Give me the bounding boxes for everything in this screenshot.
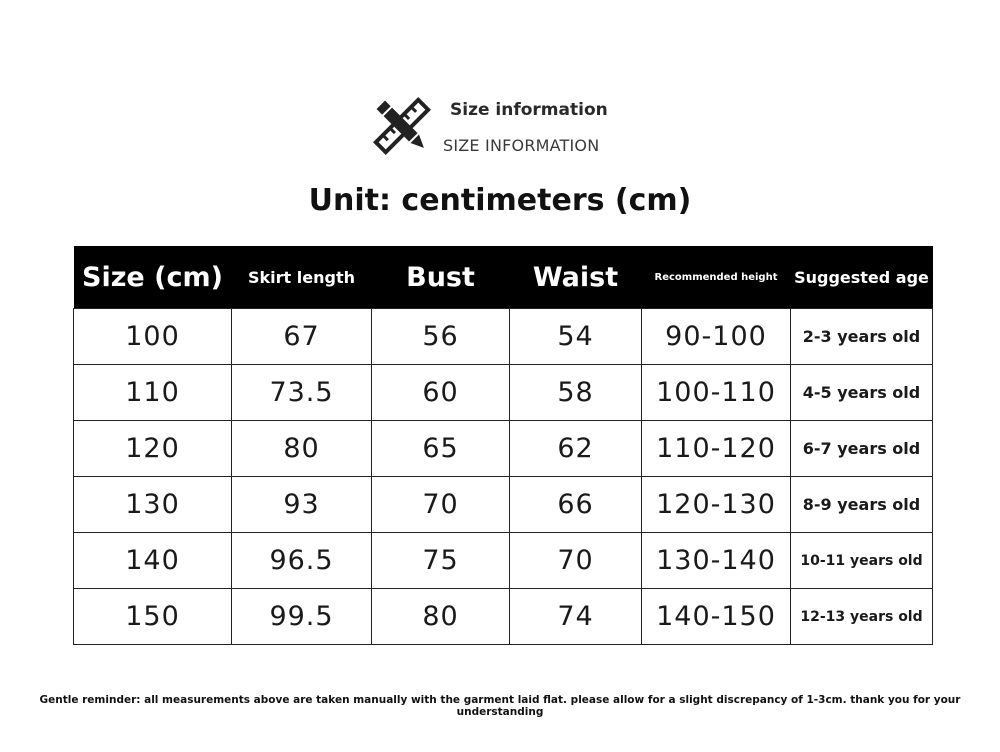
column-header-size: Size (cm)	[74, 246, 232, 309]
cell-suggested-age: 8-9 years old	[791, 477, 933, 533]
cell-size: 110	[74, 365, 232, 421]
cell-recommended-height: 100-110	[642, 365, 791, 421]
column-header-recommended-height: Recommended height	[642, 246, 791, 309]
table-row	[74, 309, 933, 365]
footer-reminder: Gentle reminder: all measurements above are taken manually with the garment laid flat. please allow for a slight discrepancy of 1-3cm. thank you for your understanding	[39, 694, 961, 718]
cell-skirt-length: 80	[232, 421, 372, 477]
cell-recommended-height: 90-100	[642, 309, 791, 365]
cell-suggested-age: 12-13 years old	[791, 589, 933, 645]
table-row	[74, 477, 933, 533]
cell-bust: 75	[372, 533, 510, 589]
cell-skirt-length: 93	[232, 477, 372, 533]
cell-suggested-age: 2-3 years old	[791, 309, 933, 365]
cell-bust: 60	[372, 365, 510, 421]
cell-recommended-height: 130-140	[642, 533, 791, 589]
cell-size: 140	[74, 533, 232, 589]
cell-skirt-length: 73.5	[232, 365, 372, 421]
cell-waist: 66	[510, 477, 642, 533]
unit-label: Unit: centimeters (cm)	[308, 183, 692, 218]
cell-size: 130	[74, 477, 232, 533]
cell-skirt-length: 67	[232, 309, 372, 365]
size-table	[73, 246, 933, 645]
cell-waist: 74	[510, 589, 642, 645]
cell-waist: 54	[510, 309, 642, 365]
column-header-skirt-length: Skirt length	[232, 246, 372, 309]
cell-skirt-length: 96.5	[232, 533, 372, 589]
column-header-bust: Bust	[372, 246, 510, 309]
header-title: Size information	[450, 100, 608, 120]
table-row	[74, 421, 933, 477]
cell-bust: 56	[372, 309, 510, 365]
column-header-waist: Waist	[510, 246, 642, 309]
cell-waist: 70	[510, 533, 642, 589]
cell-suggested-age: 10-11 years old	[791, 533, 933, 589]
table-row	[74, 365, 933, 421]
cell-recommended-height: 120-130	[642, 477, 791, 533]
ruler-pencil-icon	[370, 94, 434, 158]
cell-skirt-length: 99.5	[232, 589, 372, 645]
size-info-header	[368, 92, 628, 162]
table-header-row	[74, 246, 933, 309]
cell-recommended-height: 110-120	[642, 421, 791, 477]
cell-bust: 80	[372, 589, 510, 645]
cell-size: 150	[74, 589, 232, 645]
header-subtitle: SIZE INFORMATION	[443, 136, 600, 155]
cell-bust: 65	[372, 421, 510, 477]
cell-size: 120	[74, 421, 232, 477]
cell-waist: 62	[510, 421, 642, 477]
table-row	[74, 589, 933, 645]
cell-suggested-age: 6-7 years old	[791, 421, 933, 477]
cell-suggested-age: 4-5 years old	[791, 365, 933, 421]
cell-waist: 58	[510, 365, 642, 421]
cell-recommended-height: 140-150	[642, 589, 791, 645]
cell-size: 100	[74, 309, 232, 365]
cell-bust: 70	[372, 477, 510, 533]
column-header-suggested-age: Suggested age	[791, 246, 933, 309]
table-row	[74, 533, 933, 589]
